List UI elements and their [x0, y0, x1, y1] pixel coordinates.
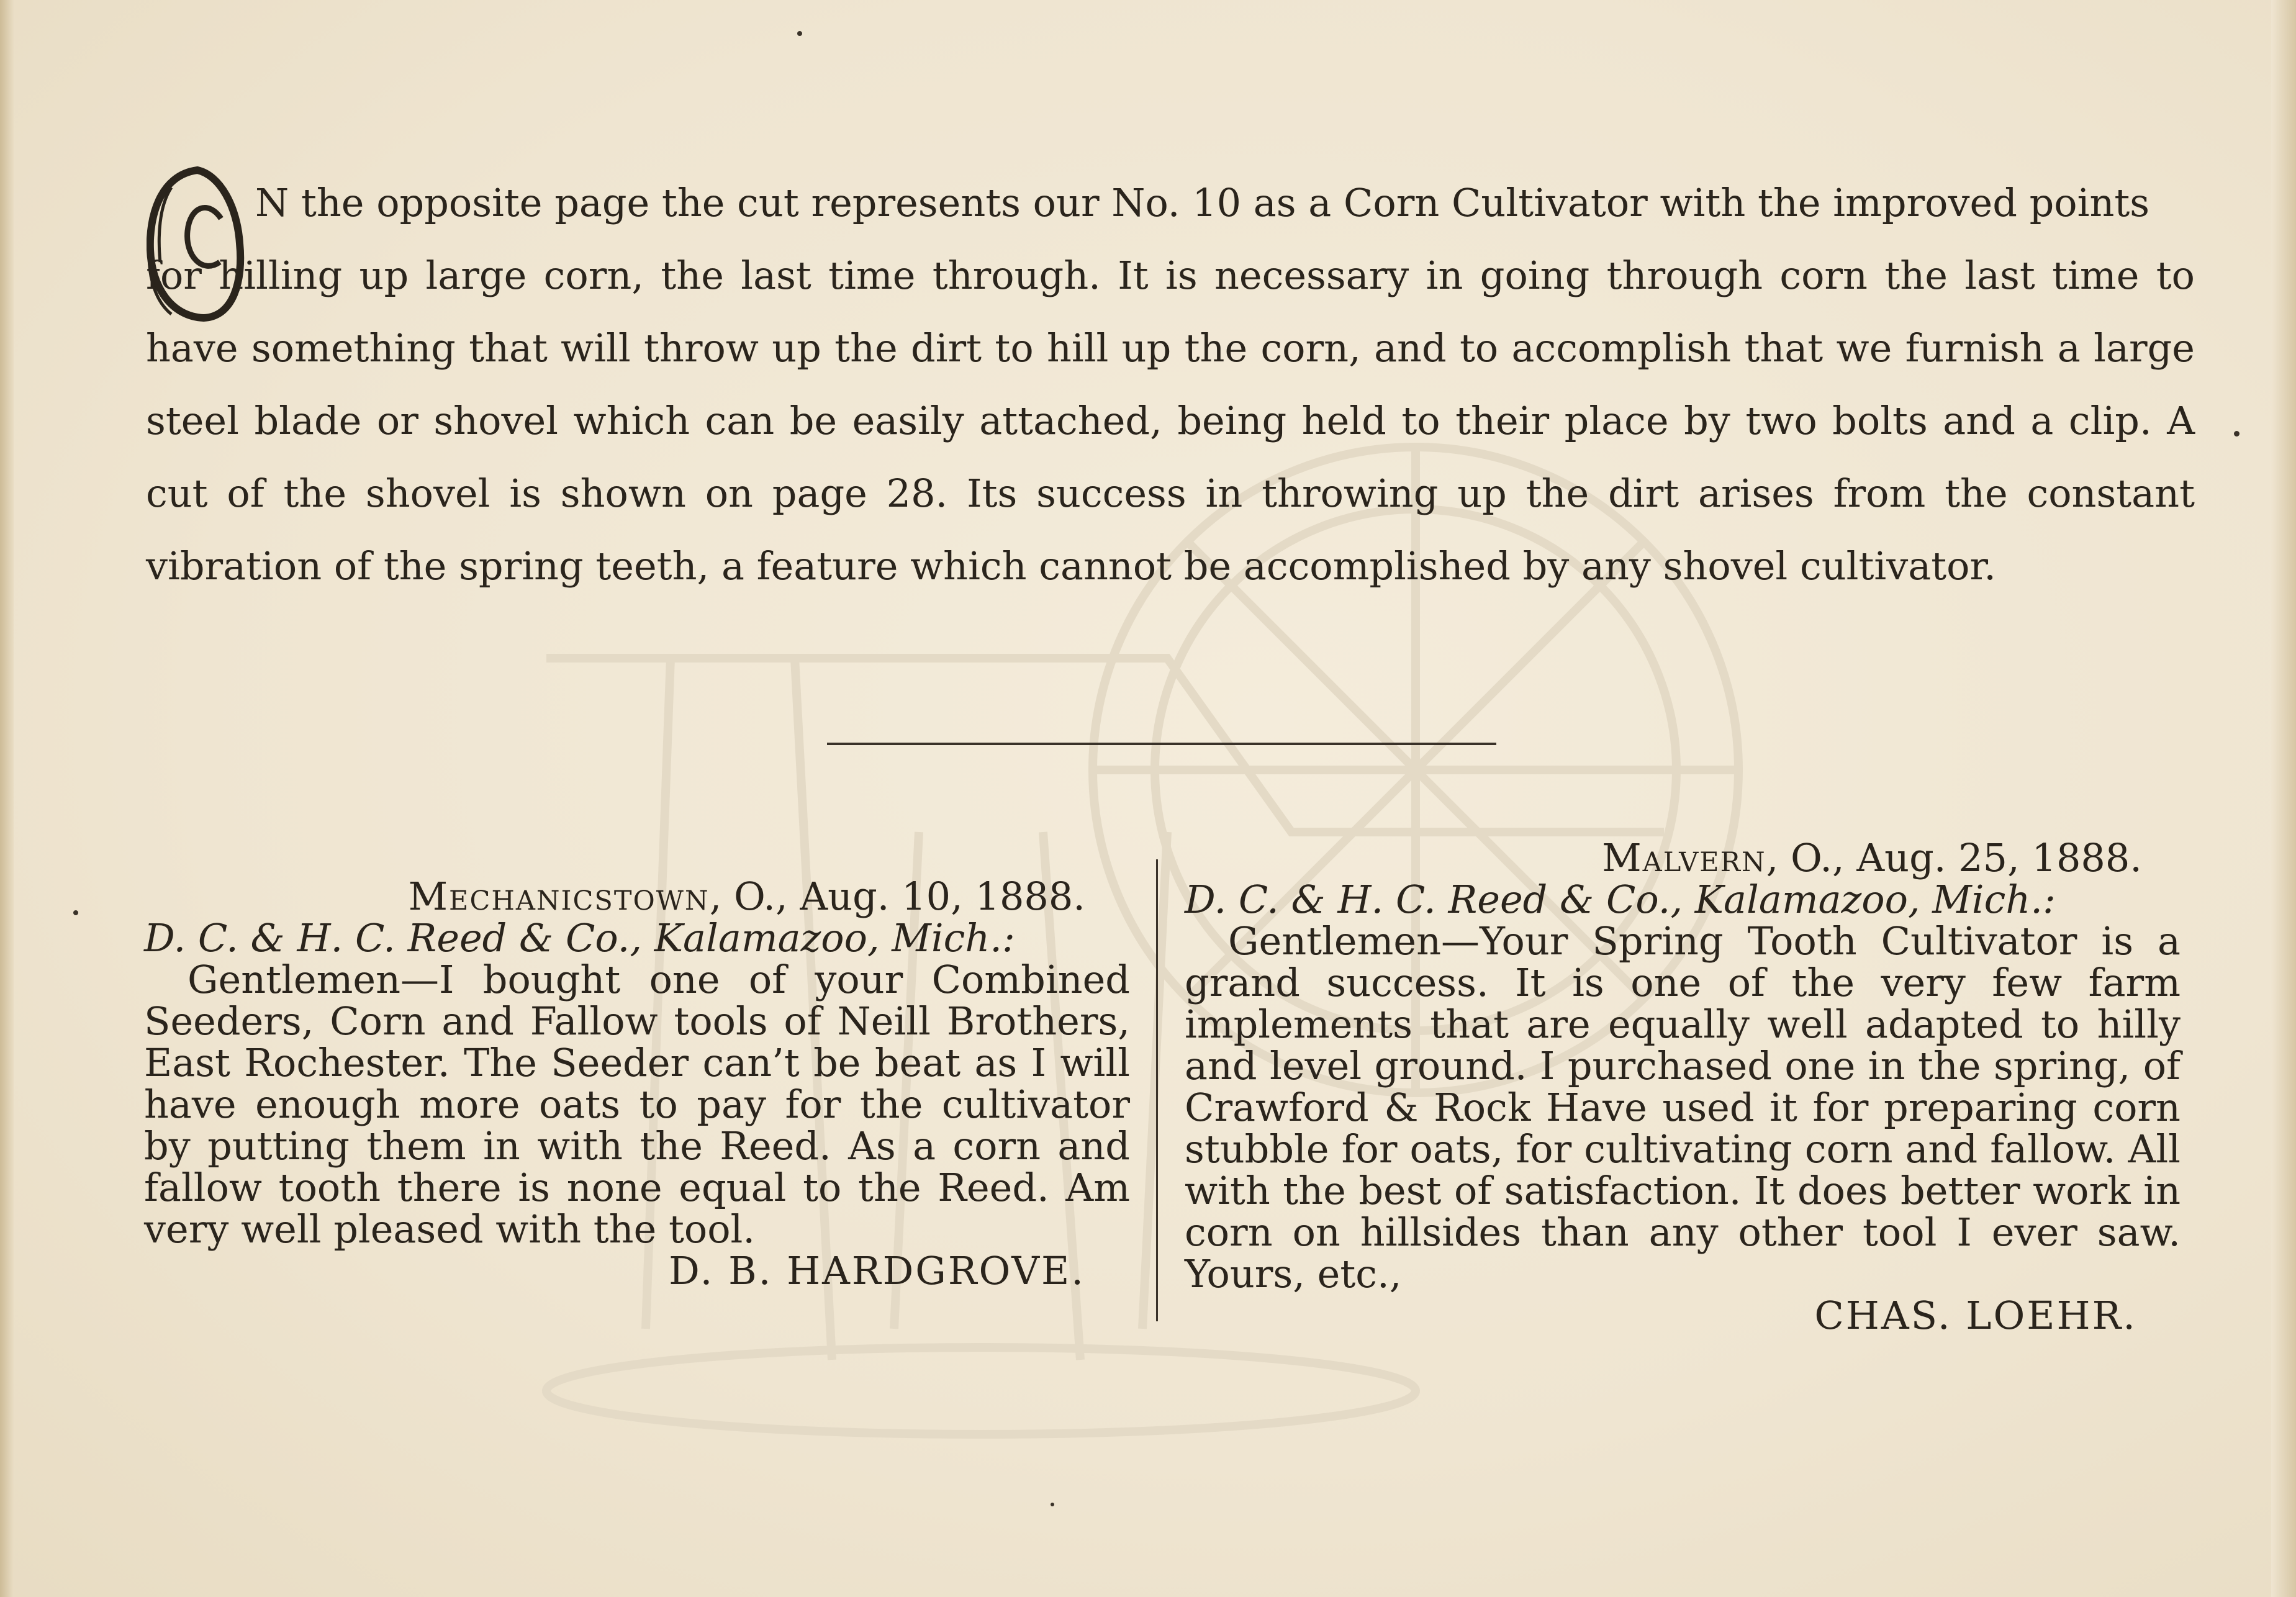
letter-signature: D. B. HARDGROVE. [669, 1248, 1085, 1293]
speck [1051, 1503, 1054, 1506]
speck [797, 31, 802, 36]
intro-first-line: N the opposite page the cut represents our No. 10 as a Corn Cultivator with the improved points [255, 180, 2150, 225]
speck [2234, 431, 2240, 437]
letter-addressee: D. C. & H. C. Reed & Co., Kalamazoo, Mich.: [1185, 877, 2056, 922]
letter-date: , O., Aug. 25, 1888. [1766, 835, 2142, 880]
letter-body: Gentlemen—Your Spring Tooth Cultivator is a grand success. It is one of the very few farm implements that are equally well adapted to hilly and level ground. I purchased one in the spring, of Crawford & Rock Have used it for preparing corn stubble for oats, for cultivating corn and fallow. All with the best of satisfaction. It does better work in corn on hillsides than any other tool I ever saw. Yours, etc., [1185, 918, 2181, 1296]
column-divider [1156, 859, 1158, 1321]
letter-place: Mechanicstown [408, 874, 710, 919]
testimonial-letter-loehr [1185, 837, 2181, 1336]
letter-place: Malvern [1602, 835, 1766, 880]
letter-dateline [144, 875, 1130, 917]
letter-dateline [1185, 837, 2181, 879]
testimonial-letter-hardgrove [144, 875, 1130, 1292]
letter-addressee: D. C. & H. C. Reed & Co., Kalamazoo, Mich.: [144, 915, 1015, 961]
letter-signature: CHAS. LOEHR. [1814, 1293, 2137, 1338]
section-rule [827, 743, 1496, 745]
letter-body: Gentlemen—I bought one of your Combined Seeders, Corn and Fallow tools of Neill Brothers, East Rochester. The Seeder can’t be beat as I will have enough more oats to pay for the cultivator by putting them in with the Reed. As a corn and fallow tooth there is none equal to the Reed. Am very well pleased with the tool. [144, 957, 1130, 1252]
page-left-edge [0, 0, 14, 1597]
intro-rest: for hilling up large corn, the last time through. It is necessary in going through corn the last time to have something that will throw up the dirt to hill up the corn, and to accomplish that we furnish a large steel blade or shovel which can be easily attached, being held to their place by two bolts and a clip. A cut of the shovel is shown on page 28. Its success in throwing up the dirt arises from the constant vibration of the spring teeth, a feature which cannot be accomplished by any shovel cultivator. [146, 253, 2195, 589]
intro-paragraph [146, 166, 2195, 602]
letter-date: , O., Aug. 10, 1888. [709, 874, 1085, 919]
speck [73, 910, 78, 915]
page-right-edge [2271, 0, 2296, 1597]
